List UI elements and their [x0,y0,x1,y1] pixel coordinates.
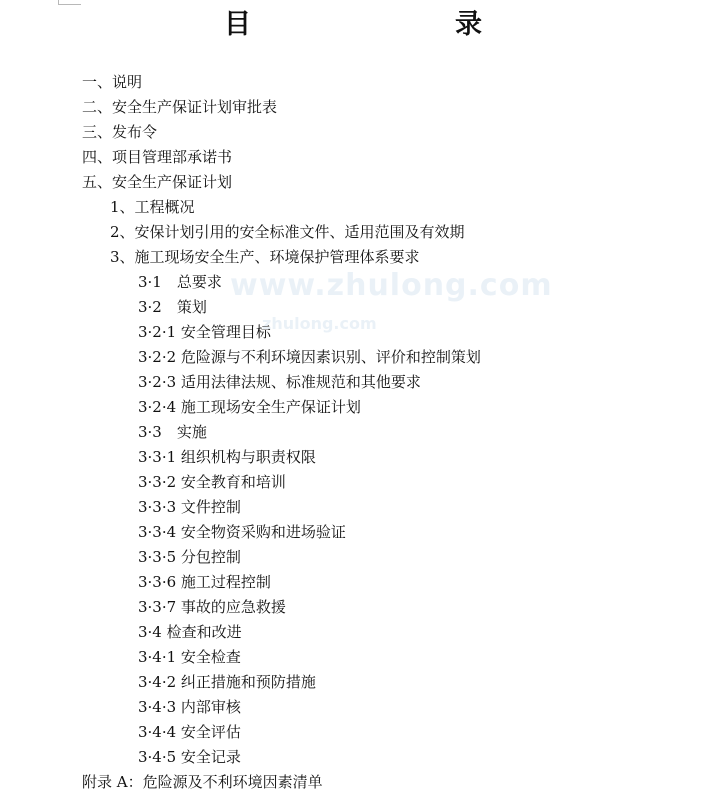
toc-entry: 3·3·5 分包控制 [138,548,241,566]
toc-entry: 3·3·4 安全物资采购和进场验证 [138,523,346,541]
toc-entry: 3·1 总要求 [138,273,222,291]
toc-entry: 2、安保计划引用的安全标准文件、适用范围及有效期 [110,223,465,241]
toc-entry: 3·3·3 文件控制 [138,498,241,516]
page-title: 目 录 [224,9,532,40]
toc-entry: 3·2·1 安全管理目标 [138,323,271,341]
toc-entry: 3·4·5 安全记录 [138,748,241,766]
toc-entry: 3·4·4 安全评估 [138,723,241,741]
toc-entry: 附录 A：危险源及不利环境因素清单 [82,773,323,791]
watermark-subtext: zhulong.com [262,314,377,333]
toc-entry: 1、工程概况 [110,198,195,216]
toc-entry: 五、安全生产保证计划 [82,173,233,191]
toc-entry: 3·4·3 内部审核 [138,698,241,716]
toc-entry: 一、说明 [82,73,143,91]
toc-entry: 3、施工现场安全生产、环境保护管理体系要求 [110,248,420,266]
toc-entry: 3·3 实施 [138,423,207,441]
toc-entry: 3·3·6 施工过程控制 [138,573,271,591]
toc-entry: 3·4·1 安全检查 [138,648,241,666]
toc-entry: 3·2·3 适用法律法规、标准规范和其他要求 [138,373,421,391]
toc-entry: 3·2·2 危险源与不利环境因素识别、评价和控制策划 [138,348,481,366]
toc-entry: 四、项目管理部承诺书 [82,148,233,166]
page-corner-mark [58,0,81,5]
toc-entry: 3·2·4 施工现场安全生产保证计划 [138,398,361,416]
toc-entry: 3·3·1 组织机构与职责权限 [138,448,316,466]
toc-entry: 3·3·2 安全教育和培训 [138,473,286,491]
watermark-text: www.zhulong.com [230,268,553,303]
toc-entry: 3·2 策划 [138,298,207,316]
toc-entry: 3·4·2 纠正措施和预防措施 [138,673,316,691]
table-of-contents [0,70,706,795]
toc-entry: 三、发布令 [82,123,158,141]
toc-entry: 二、安全生产保证计划审批表 [82,98,278,116]
toc-entry: 3·3·7 事故的应急救援 [138,598,286,616]
toc-entry: 3·4 检查和改进 [138,623,242,641]
